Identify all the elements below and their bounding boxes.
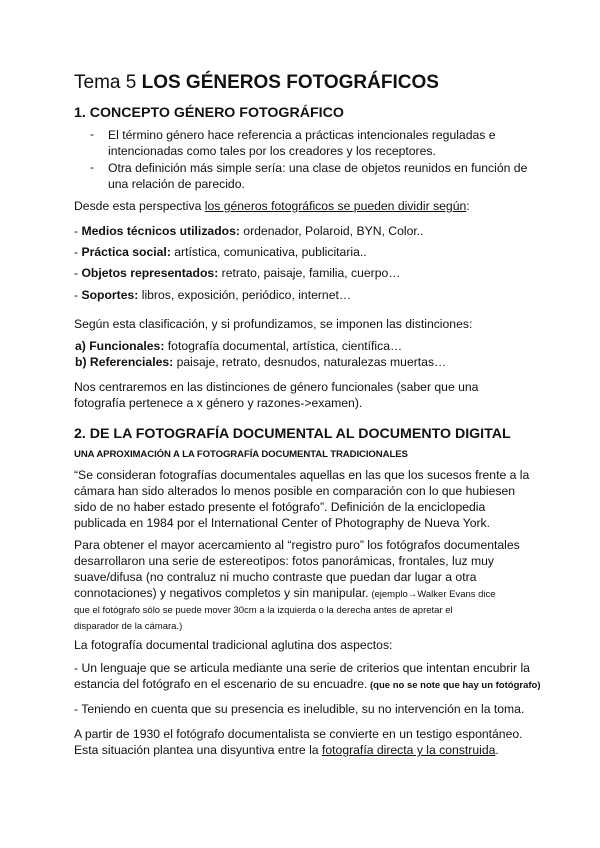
distinction-item: b) Referenciales: paisaje, retrato, desnudos, naturalezas muertas… xyxy=(75,355,447,369)
bullet-dash: - xyxy=(90,127,95,141)
section2-subheading: UNA APROXIMACIÓN A LA FOTOGRAFÍA DOCUMENTAL TRADICIONALES xyxy=(74,449,408,460)
criteria-item: - Objetos representados: retrato, paisaje, familia, cuerpo… xyxy=(74,266,401,280)
criteria-item: - Medios técnicos utilizados: ordenador, Polaroid, BYN, Color.. xyxy=(74,224,424,238)
quote-paragraph: “Se consideran fotografías documentales aquellas en las que los sucesos frente a la cámara han sido alterados lo menos posible en comparación con lo que hubiesen sido de no haber estado presente el fotógrafo”. Definición de la enciclopedia publicada en 1984 por el International Center of Photography de Nueva York. xyxy=(74,468,530,530)
ending-paragraph: A partir de 1930 el fotógrafo documentalista se convierte en un testigo espontáneo. Esta situación plantea una disyuntiva entre la fotografía directa y la construida. xyxy=(74,727,523,757)
distinction-item: a) Funcionales: fotografía documental, artística, científica… xyxy=(75,339,403,353)
bullet-item: El término género hace referencia a prácticas intencionales reguladas e intencionadas como tales por los creadores y los receptores. xyxy=(108,128,496,158)
aspect-item: - Teniendo en cuenta que su presencia es ineludible, su no intervención en la toma. xyxy=(74,702,525,716)
classification-text: Según esta clasificación, y si profundizamos, se imponen las distinciones: xyxy=(74,317,473,331)
aspects-intro: La fotografía documental tradicional aglutina dos aspectos: xyxy=(74,638,393,652)
page-title: Tema 5 LOS GÉNEROS FOTOGRÁFICOS xyxy=(74,72,439,93)
underlined-phrase: los géneros fotográficos se pueden dividir según xyxy=(204,199,467,213)
criteria-item: - Práctica social: artística, comunicativa, publicitaria.. xyxy=(74,245,367,259)
bullet-item: Otra definición más simple sería: una clase de objetos reunidos en función de una relación de parecido. xyxy=(108,161,528,191)
section1-heading: 1. CONCEPTO GÉNERO FOTOGRÁFICO xyxy=(74,105,344,121)
section2-heading: 2. DE LA FOTOGRAFÍA DOCUMENTAL AL DOCUMENTO DIGITAL xyxy=(74,426,511,442)
intro-paragraph: Desde esta perspectiva los géneros fotográficos se pueden dividir según: xyxy=(74,199,470,213)
criteria-item: - Soportes: libros, exposición, periódico, internet… xyxy=(74,288,352,302)
registro-paragraph: Para obtener el mayor acercamiento al “registro puro” los fotógrafos documentales desarrollaron una serie de estereotipos: fotos panorámicas, frontales, luz muy suave/difusa (no contraluz ni mucho contraste que puedan dar lugar a otra connotaciones) y negativos completos y sin manipular. (ejemplo→Walker Evans dice que el fotógrafo sólo se puede mover 30cm a la izquierda o la derecha antes de apretar el disparador de la cámara.) xyxy=(74,538,520,632)
aspect-item: - Un lenguaje que se articula mediante una serie de criterios que intentan encubrir la estancia del fotógrafo en el escenario de su encuadre. (que no se note que hay un fotógrafo) xyxy=(74,661,541,691)
bullet-dash: - xyxy=(90,160,95,174)
underlined-phrase: fotografía directa y la construida xyxy=(321,743,496,757)
focus-paragraph: Nos centraremos en las distinciones de género funcionales (saber que una fotografía pertenece a x género y razones->examen). xyxy=(74,380,479,410)
